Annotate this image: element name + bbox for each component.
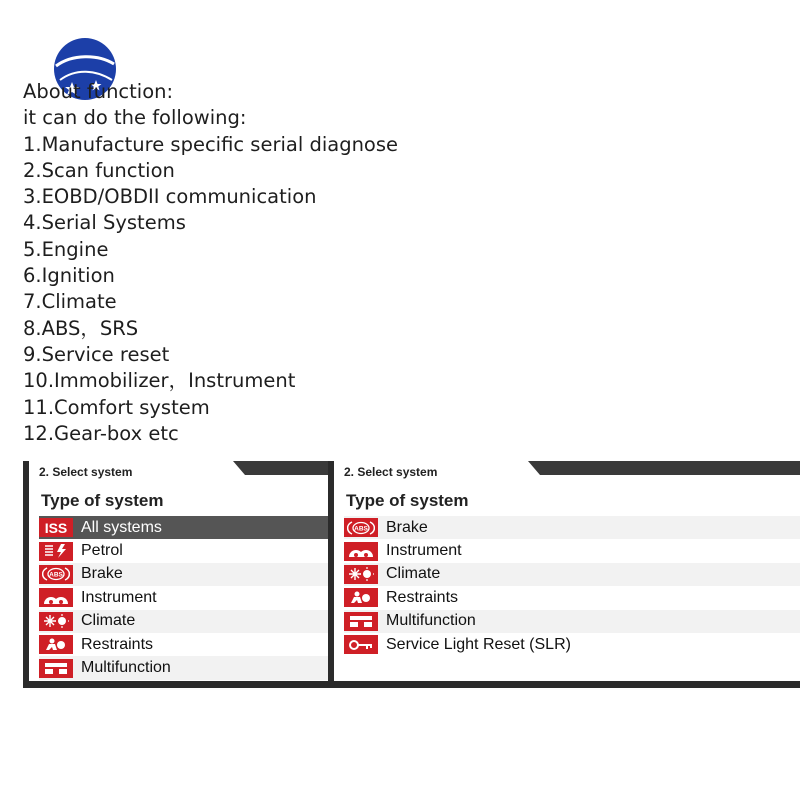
restraints-icon <box>344 588 378 607</box>
system-item-petrol[interactable] <box>39 539 331 562</box>
system-item-restraints[interactable] <box>39 633 331 656</box>
intro-line: 11.Comfort system <box>23 395 210 419</box>
system-item-label: Restraints <box>386 588 459 606</box>
key-icon <box>344 635 378 654</box>
system-item-label: Service Light Reset (SLR) <box>386 635 571 653</box>
system-item-label: Climate <box>81 612 136 630</box>
abs-icon <box>344 518 378 537</box>
system-item-label: Multifunction <box>81 659 171 677</box>
type-of-system-heading: Type of system <box>41 491 164 510</box>
system-item-multifunction[interactable] <box>39 656 331 679</box>
select-system-panel-left <box>23 461 331 688</box>
iss-icon: ISS <box>39 518 73 537</box>
intro-line: 8.ABS，SRS <box>23 316 139 340</box>
panel-header-bar <box>219 461 331 475</box>
panel-header-bar <box>514 461 800 475</box>
system-list <box>344 516 800 656</box>
system-item-climate[interactable] <box>344 563 800 586</box>
system-item-brake[interactable] <box>344 516 800 539</box>
intro-line: 4.Serial Systems <box>23 211 186 235</box>
system-item-label: Brake <box>81 565 123 583</box>
intro-line: it can do the following: <box>23 106 247 130</box>
system-item-brake[interactable] <box>39 563 331 586</box>
restraints-icon <box>39 635 73 654</box>
intro-line: 12.Gear-box etc <box>23 421 179 445</box>
system-item-label: Brake <box>386 518 428 536</box>
system-item-label: All systems <box>81 518 162 536</box>
system-item-multifunction[interactable] <box>344 610 800 633</box>
type-of-system-heading: Type of system <box>346 491 469 510</box>
system-item-service-light-reset[interactable] <box>344 633 800 656</box>
system-item-restraints[interactable] <box>344 586 800 609</box>
system-item-instrument[interactable] <box>344 539 800 562</box>
select-system-panel-right <box>328 461 800 688</box>
intro-text <box>23 79 398 447</box>
multifunction-icon <box>39 659 73 678</box>
abs-icon <box>39 565 73 584</box>
multifunction-icon <box>344 612 378 631</box>
system-item-instrument[interactable] <box>39 586 331 609</box>
climate-icon <box>39 612 73 631</box>
step-title: 2. Select system <box>39 465 133 479</box>
system-item-label: Instrument <box>386 542 462 560</box>
system-item-label: Restraints <box>81 635 154 653</box>
intro-line: 9.Service reset <box>23 342 170 366</box>
intro-line: 3.EOBD/OBDII communication <box>23 185 317 209</box>
intro-line: 6.Ignition <box>23 264 115 288</box>
system-item-label: Petrol <box>81 542 123 560</box>
instrument-icon <box>344 542 378 561</box>
petrol-icon <box>39 542 73 561</box>
instrument-icon <box>39 588 73 607</box>
intro-line: 1.Manufacture specific serial diagnose <box>23 132 399 156</box>
intro-line: 10.Immobilizer，Instrument <box>23 369 296 393</box>
system-item-climate[interactable] <box>39 610 331 633</box>
step-title: 2. Select system <box>344 465 438 479</box>
intro-line: 5.Engine <box>23 237 109 261</box>
svg-text:ABS: ABS <box>354 525 368 533</box>
svg-text:ABS: ABS <box>49 571 63 579</box>
intro-line: 7.Climate <box>23 290 117 314</box>
system-list <box>39 516 331 680</box>
system-item-label: Climate <box>386 565 441 583</box>
climate-icon <box>344 565 378 584</box>
intro-line: 2.Scan function <box>23 158 175 182</box>
system-item-all-systems[interactable] <box>39 516 331 539</box>
system-item-label: Multifunction <box>386 612 476 630</box>
intro-line: About function: <box>23 80 174 103</box>
system-item-label: Instrument <box>81 588 157 606</box>
